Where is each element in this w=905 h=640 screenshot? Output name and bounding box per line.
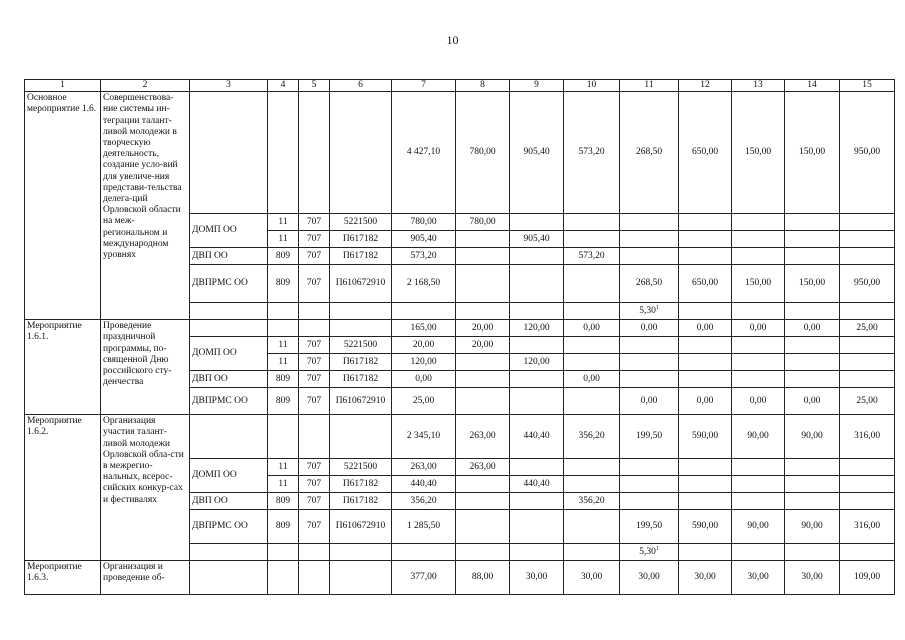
grbs-cell: 809 <box>268 248 299 265</box>
grbs-cell: 11 <box>268 214 299 231</box>
event-total-row <box>25 320 895 337</box>
amount-cell <box>785 354 840 371</box>
csr-cell: 5221500 <box>330 214 392 231</box>
amount-cell: 0,00 <box>785 320 840 337</box>
amount-cell: 650,00 <box>679 265 732 303</box>
column-number-cell: 9 <box>510 80 564 92</box>
empty-cell <box>785 303 840 320</box>
amount-cell: 30,00 <box>564 561 620 595</box>
amount-cell <box>679 459 732 476</box>
amount-cell <box>620 493 679 510</box>
org-cell: ДВПРМС ОО <box>190 510 268 544</box>
amount-cell: 150,00 <box>785 265 840 303</box>
amount-cell: 780,00 <box>456 214 510 231</box>
csr-cell: П610672910 <box>330 388 392 415</box>
amount-cell: 268,50 <box>620 265 679 303</box>
column-number-cell: 12 <box>679 80 732 92</box>
amount-cell <box>679 354 732 371</box>
empty-cell <box>268 92 299 214</box>
empty-cell <box>299 92 330 214</box>
amount-cell <box>510 459 564 476</box>
grbs-cell: 809 <box>268 510 299 544</box>
rzpr-cell: 707 <box>299 337 330 354</box>
amount-cell: 2 168,50 <box>392 265 456 303</box>
amount-cell <box>510 493 564 510</box>
csr-cell: П617182 <box>330 354 392 371</box>
amount-cell <box>840 459 895 476</box>
amount-cell: 90,00 <box>785 510 840 544</box>
amount-cell: 440,40 <box>510 476 564 493</box>
amount-cell <box>564 388 620 415</box>
amount-cell <box>564 265 620 303</box>
rzpr-cell: 707 <box>299 231 330 248</box>
amount-cell: 90,00 <box>732 415 785 459</box>
note-value: 5,30 <box>639 547 656 558</box>
rzpr-cell: 707 <box>299 371 330 388</box>
empty-cell <box>330 544 392 561</box>
amount-cell: 20,00 <box>392 337 456 354</box>
empty-cell <box>330 92 392 214</box>
amount-cell: 150,00 <box>732 92 785 214</box>
amount-cell: 590,00 <box>679 415 732 459</box>
amount-cell <box>679 231 732 248</box>
amount-cell: 30,00 <box>732 561 785 595</box>
column-number-cell: 13 <box>732 80 785 92</box>
amount-cell <box>732 248 785 265</box>
amount-cell <box>620 337 679 354</box>
rzpr-cell: 707 <box>299 459 330 476</box>
amount-cell: 356,20 <box>392 493 456 510</box>
empty-cell <box>679 303 732 320</box>
amount-cell <box>510 371 564 388</box>
amount-cell <box>732 371 785 388</box>
empty-cell <box>330 415 392 459</box>
amount-cell <box>620 459 679 476</box>
note-cell <box>620 544 679 561</box>
amount-cell: 316,00 <box>840 415 895 459</box>
amount-cell: 120,00 <box>392 354 456 371</box>
empty-cell <box>190 415 268 459</box>
amount-cell <box>564 459 620 476</box>
amount-cell: 20,00 <box>456 320 510 337</box>
note-value: 5,30 <box>639 306 656 317</box>
amount-cell: 109,00 <box>840 561 895 595</box>
amount-cell: 263,00 <box>392 459 456 476</box>
empty-cell <box>190 320 268 337</box>
org-cell: ДВПРМС ОО <box>190 265 268 303</box>
amount-cell: 440,40 <box>510 415 564 459</box>
amount-cell <box>785 337 840 354</box>
amount-cell: 590,00 <box>679 510 732 544</box>
grbs-cell: 809 <box>268 371 299 388</box>
amount-cell: 950,00 <box>840 265 895 303</box>
amount-cell <box>785 214 840 231</box>
amount-cell: 4 427,10 <box>392 92 456 214</box>
event-description: Организация и проведение об- <box>101 561 190 595</box>
amount-cell <box>456 265 510 303</box>
column-number-cell: 10 <box>564 80 620 92</box>
empty-cell <box>679 544 732 561</box>
amount-cell <box>732 354 785 371</box>
amount-cell: 0,00 <box>620 320 679 337</box>
amount-cell: 263,00 <box>456 415 510 459</box>
empty-cell <box>268 320 299 337</box>
csr-cell: П617182 <box>330 493 392 510</box>
empty-cell <box>510 303 564 320</box>
amount-cell <box>456 354 510 371</box>
empty-cell <box>392 303 456 320</box>
budget-table <box>24 79 895 595</box>
csr-cell: 5221500 <box>330 459 392 476</box>
csr-cell: П610672910 <box>330 265 392 303</box>
csr-cell: П617182 <box>330 371 392 388</box>
csr-cell: П617182 <box>330 248 392 265</box>
empty-cell <box>456 303 510 320</box>
org-cell: ДВП ОО <box>190 371 268 388</box>
amount-cell: 0,00 <box>564 371 620 388</box>
amount-cell: 30,00 <box>510 561 564 595</box>
amount-cell: 356,20 <box>564 415 620 459</box>
empty-cell <box>732 544 785 561</box>
amount-cell <box>785 493 840 510</box>
amount-cell: 0,00 <box>620 388 679 415</box>
empty-cell <box>268 544 299 561</box>
amount-cell: 905,40 <box>392 231 456 248</box>
empty-cell <box>190 561 268 595</box>
empty-cell <box>456 544 510 561</box>
amount-cell: 120,00 <box>510 354 564 371</box>
amount-cell: 780,00 <box>392 214 456 231</box>
rzpr-cell: 707 <box>299 248 330 265</box>
amount-cell: 150,00 <box>785 92 840 214</box>
amount-cell <box>564 354 620 371</box>
amount-cell <box>679 493 732 510</box>
empty-cell <box>732 303 785 320</box>
empty-cell <box>299 320 330 337</box>
amount-cell <box>456 510 510 544</box>
csr-cell: 5221500 <box>330 337 392 354</box>
amount-cell: 90,00 <box>785 415 840 459</box>
csr-cell: П610672910 <box>330 510 392 544</box>
amount-cell <box>620 214 679 231</box>
amount-cell <box>510 265 564 303</box>
note-cell <box>620 303 679 320</box>
amount-cell: 377,00 <box>392 561 456 595</box>
amount-cell <box>732 493 785 510</box>
event-description: Проведение праздничной программы, по-священной Дню российского сту-денчества <box>101 320 190 415</box>
empty-cell <box>190 303 268 320</box>
column-number-cell: 11 <box>620 80 679 92</box>
amount-cell <box>840 476 895 493</box>
column-number-row <box>25 80 895 92</box>
grbs-cell: 11 <box>268 231 299 248</box>
org-cell: ДОМП ОО <box>190 337 268 371</box>
event-code: Мероприятие 1.6.3. <box>25 561 101 595</box>
event-description: Совершенствова-ние системы ин-теграции талант-ливой молодежи в творческую деятельность, создание усло-вий для увеличе-ния представи-тельства делега-ций Орловской области на меж-региональном и международном уровнях <box>101 92 190 320</box>
amount-cell <box>840 354 895 371</box>
amount-cell <box>456 371 510 388</box>
event-total-row <box>25 561 895 595</box>
column-number-cell: 4 <box>268 80 299 92</box>
rzpr-cell: 707 <box>299 265 330 303</box>
amount-cell <box>679 248 732 265</box>
amount-cell <box>456 493 510 510</box>
empty-cell <box>268 303 299 320</box>
amount-cell: 88,00 <box>456 561 510 595</box>
csr-cell: П617182 <box>330 231 392 248</box>
amount-cell <box>510 388 564 415</box>
empty-cell <box>299 561 330 595</box>
empty-cell <box>268 415 299 459</box>
amount-cell <box>620 476 679 493</box>
amount-cell <box>840 231 895 248</box>
amount-cell <box>732 231 785 248</box>
amount-cell <box>620 248 679 265</box>
rzpr-cell: 707 <box>299 476 330 493</box>
amount-cell: 573,20 <box>564 248 620 265</box>
column-number-cell: 1 <box>25 80 101 92</box>
rzpr-cell: 707 <box>299 214 330 231</box>
amount-cell: 120,00 <box>510 320 564 337</box>
amount-cell: 30,00 <box>679 561 732 595</box>
amount-cell <box>510 214 564 231</box>
amount-cell <box>510 510 564 544</box>
rzpr-cell: 707 <box>299 354 330 371</box>
amount-cell <box>564 510 620 544</box>
amount-cell <box>510 337 564 354</box>
amount-cell: 25,00 <box>392 388 456 415</box>
amount-cell <box>840 371 895 388</box>
column-number-cell: 15 <box>840 80 895 92</box>
amount-cell: 20,00 <box>456 337 510 354</box>
amount-cell: 0,00 <box>679 388 732 415</box>
amount-cell <box>785 231 840 248</box>
amount-cell: 90,00 <box>732 510 785 544</box>
empty-cell <box>299 544 330 561</box>
amount-cell: 2 345,10 <box>392 415 456 459</box>
rzpr-cell: 707 <box>299 493 330 510</box>
footnote-mark: 1 <box>655 546 659 553</box>
event-code: Мероприятие 1.6.1. <box>25 320 101 415</box>
amount-cell: 573,20 <box>392 248 456 265</box>
amount-cell: 950,00 <box>840 92 895 214</box>
amount-cell: 0,00 <box>679 320 732 337</box>
column-number-cell: 14 <box>785 80 840 92</box>
amount-cell <box>456 388 510 415</box>
amount-cell: 316,00 <box>840 510 895 544</box>
amount-cell <box>785 371 840 388</box>
amount-cell <box>679 371 732 388</box>
amount-cell: 25,00 <box>840 388 895 415</box>
empty-cell <box>330 320 392 337</box>
amount-cell: 650,00 <box>679 92 732 214</box>
amount-cell <box>840 214 895 231</box>
rzpr-cell: 707 <box>299 388 330 415</box>
amount-cell: 1 285,50 <box>392 510 456 544</box>
amount-cell: 25,00 <box>840 320 895 337</box>
amount-cell: 30,00 <box>785 561 840 595</box>
amount-cell <box>785 459 840 476</box>
empty-cell <box>785 544 840 561</box>
amount-cell <box>732 337 785 354</box>
amount-cell: 0,00 <box>392 371 456 388</box>
amount-cell: 150,00 <box>732 265 785 303</box>
grbs-cell: 809 <box>268 265 299 303</box>
rzpr-cell: 707 <box>299 510 330 544</box>
grbs-cell: 809 <box>268 493 299 510</box>
org-cell: ДВПРМС ОО <box>190 388 268 415</box>
amount-cell <box>732 476 785 493</box>
amount-cell: 440,40 <box>392 476 456 493</box>
amount-cell <box>732 214 785 231</box>
amount-cell: 199,50 <box>620 415 679 459</box>
amount-cell: 0,00 <box>785 388 840 415</box>
amount-cell <box>840 493 895 510</box>
event-code: Основное мероприятие 1.6. <box>25 92 101 320</box>
empty-cell <box>190 92 268 214</box>
amount-cell <box>679 476 732 493</box>
amount-cell: 165,00 <box>392 320 456 337</box>
amount-cell <box>620 354 679 371</box>
empty-cell <box>840 544 895 561</box>
amount-cell <box>456 476 510 493</box>
empty-cell <box>268 561 299 595</box>
empty-cell <box>330 561 392 595</box>
amount-cell <box>456 248 510 265</box>
page-number: 10 <box>446 33 459 47</box>
column-number-cell: 5 <box>299 80 330 92</box>
column-number-cell: 7 <box>392 80 456 92</box>
csr-cell: П617182 <box>330 476 392 493</box>
amount-cell: 905,40 <box>510 231 564 248</box>
empty-cell <box>840 303 895 320</box>
amount-cell <box>456 231 510 248</box>
amount-cell <box>564 337 620 354</box>
amount-cell <box>564 476 620 493</box>
amount-cell: 199,50 <box>620 510 679 544</box>
amount-cell <box>785 476 840 493</box>
org-cell: ДОМП ОО <box>190 214 268 248</box>
event-code: Мероприятие 1.6.2. <box>25 415 101 561</box>
amount-cell: 268,50 <box>620 92 679 214</box>
amount-cell <box>679 214 732 231</box>
empty-cell <box>190 544 268 561</box>
event-description: Организация участия талант-ливой молодежи Орловской обла-сти в межрегио-нальных, всерос-сийских конкур-сах и фестивалях <box>101 415 190 561</box>
grbs-cell: 11 <box>268 354 299 371</box>
amount-cell: 356,20 <box>564 493 620 510</box>
column-number-cell: 8 <box>456 80 510 92</box>
empty-cell <box>392 544 456 561</box>
grbs-cell: 809 <box>268 388 299 415</box>
amount-cell <box>732 459 785 476</box>
footnote-mark: 1 <box>655 305 659 312</box>
amount-cell <box>510 248 564 265</box>
amount-cell: 0,00 <box>564 320 620 337</box>
column-number-cell: 3 <box>190 80 268 92</box>
amount-cell <box>840 248 895 265</box>
amount-cell: 0,00 <box>732 320 785 337</box>
amount-cell <box>840 337 895 354</box>
amount-cell: 780,00 <box>456 92 510 214</box>
amount-cell <box>564 214 620 231</box>
column-number-cell: 6 <box>330 80 392 92</box>
empty-cell <box>564 544 620 561</box>
grbs-cell: 11 <box>268 337 299 354</box>
empty-cell <box>564 303 620 320</box>
amount-cell: 905,40 <box>510 92 564 214</box>
empty-cell <box>299 415 330 459</box>
amount-cell <box>564 231 620 248</box>
empty-cell <box>330 303 392 320</box>
amount-cell <box>785 248 840 265</box>
amount-cell: 0,00 <box>732 388 785 415</box>
amount-cell <box>620 231 679 248</box>
org-cell: ДВП ОО <box>190 493 268 510</box>
event-total-row <box>25 92 895 214</box>
amount-cell <box>679 337 732 354</box>
amount-cell: 30,00 <box>620 561 679 595</box>
amount-cell: 263,00 <box>456 459 510 476</box>
empty-cell <box>510 544 564 561</box>
org-cell: ДВП ОО <box>190 248 268 265</box>
grbs-cell: 11 <box>268 476 299 493</box>
event-total-row <box>25 415 895 459</box>
amount-cell: 573,20 <box>564 92 620 214</box>
column-number-cell: 2 <box>101 80 190 92</box>
empty-cell <box>299 303 330 320</box>
amount-cell <box>620 371 679 388</box>
grbs-cell: 11 <box>268 459 299 476</box>
org-cell: ДОМП ОО <box>190 459 268 493</box>
